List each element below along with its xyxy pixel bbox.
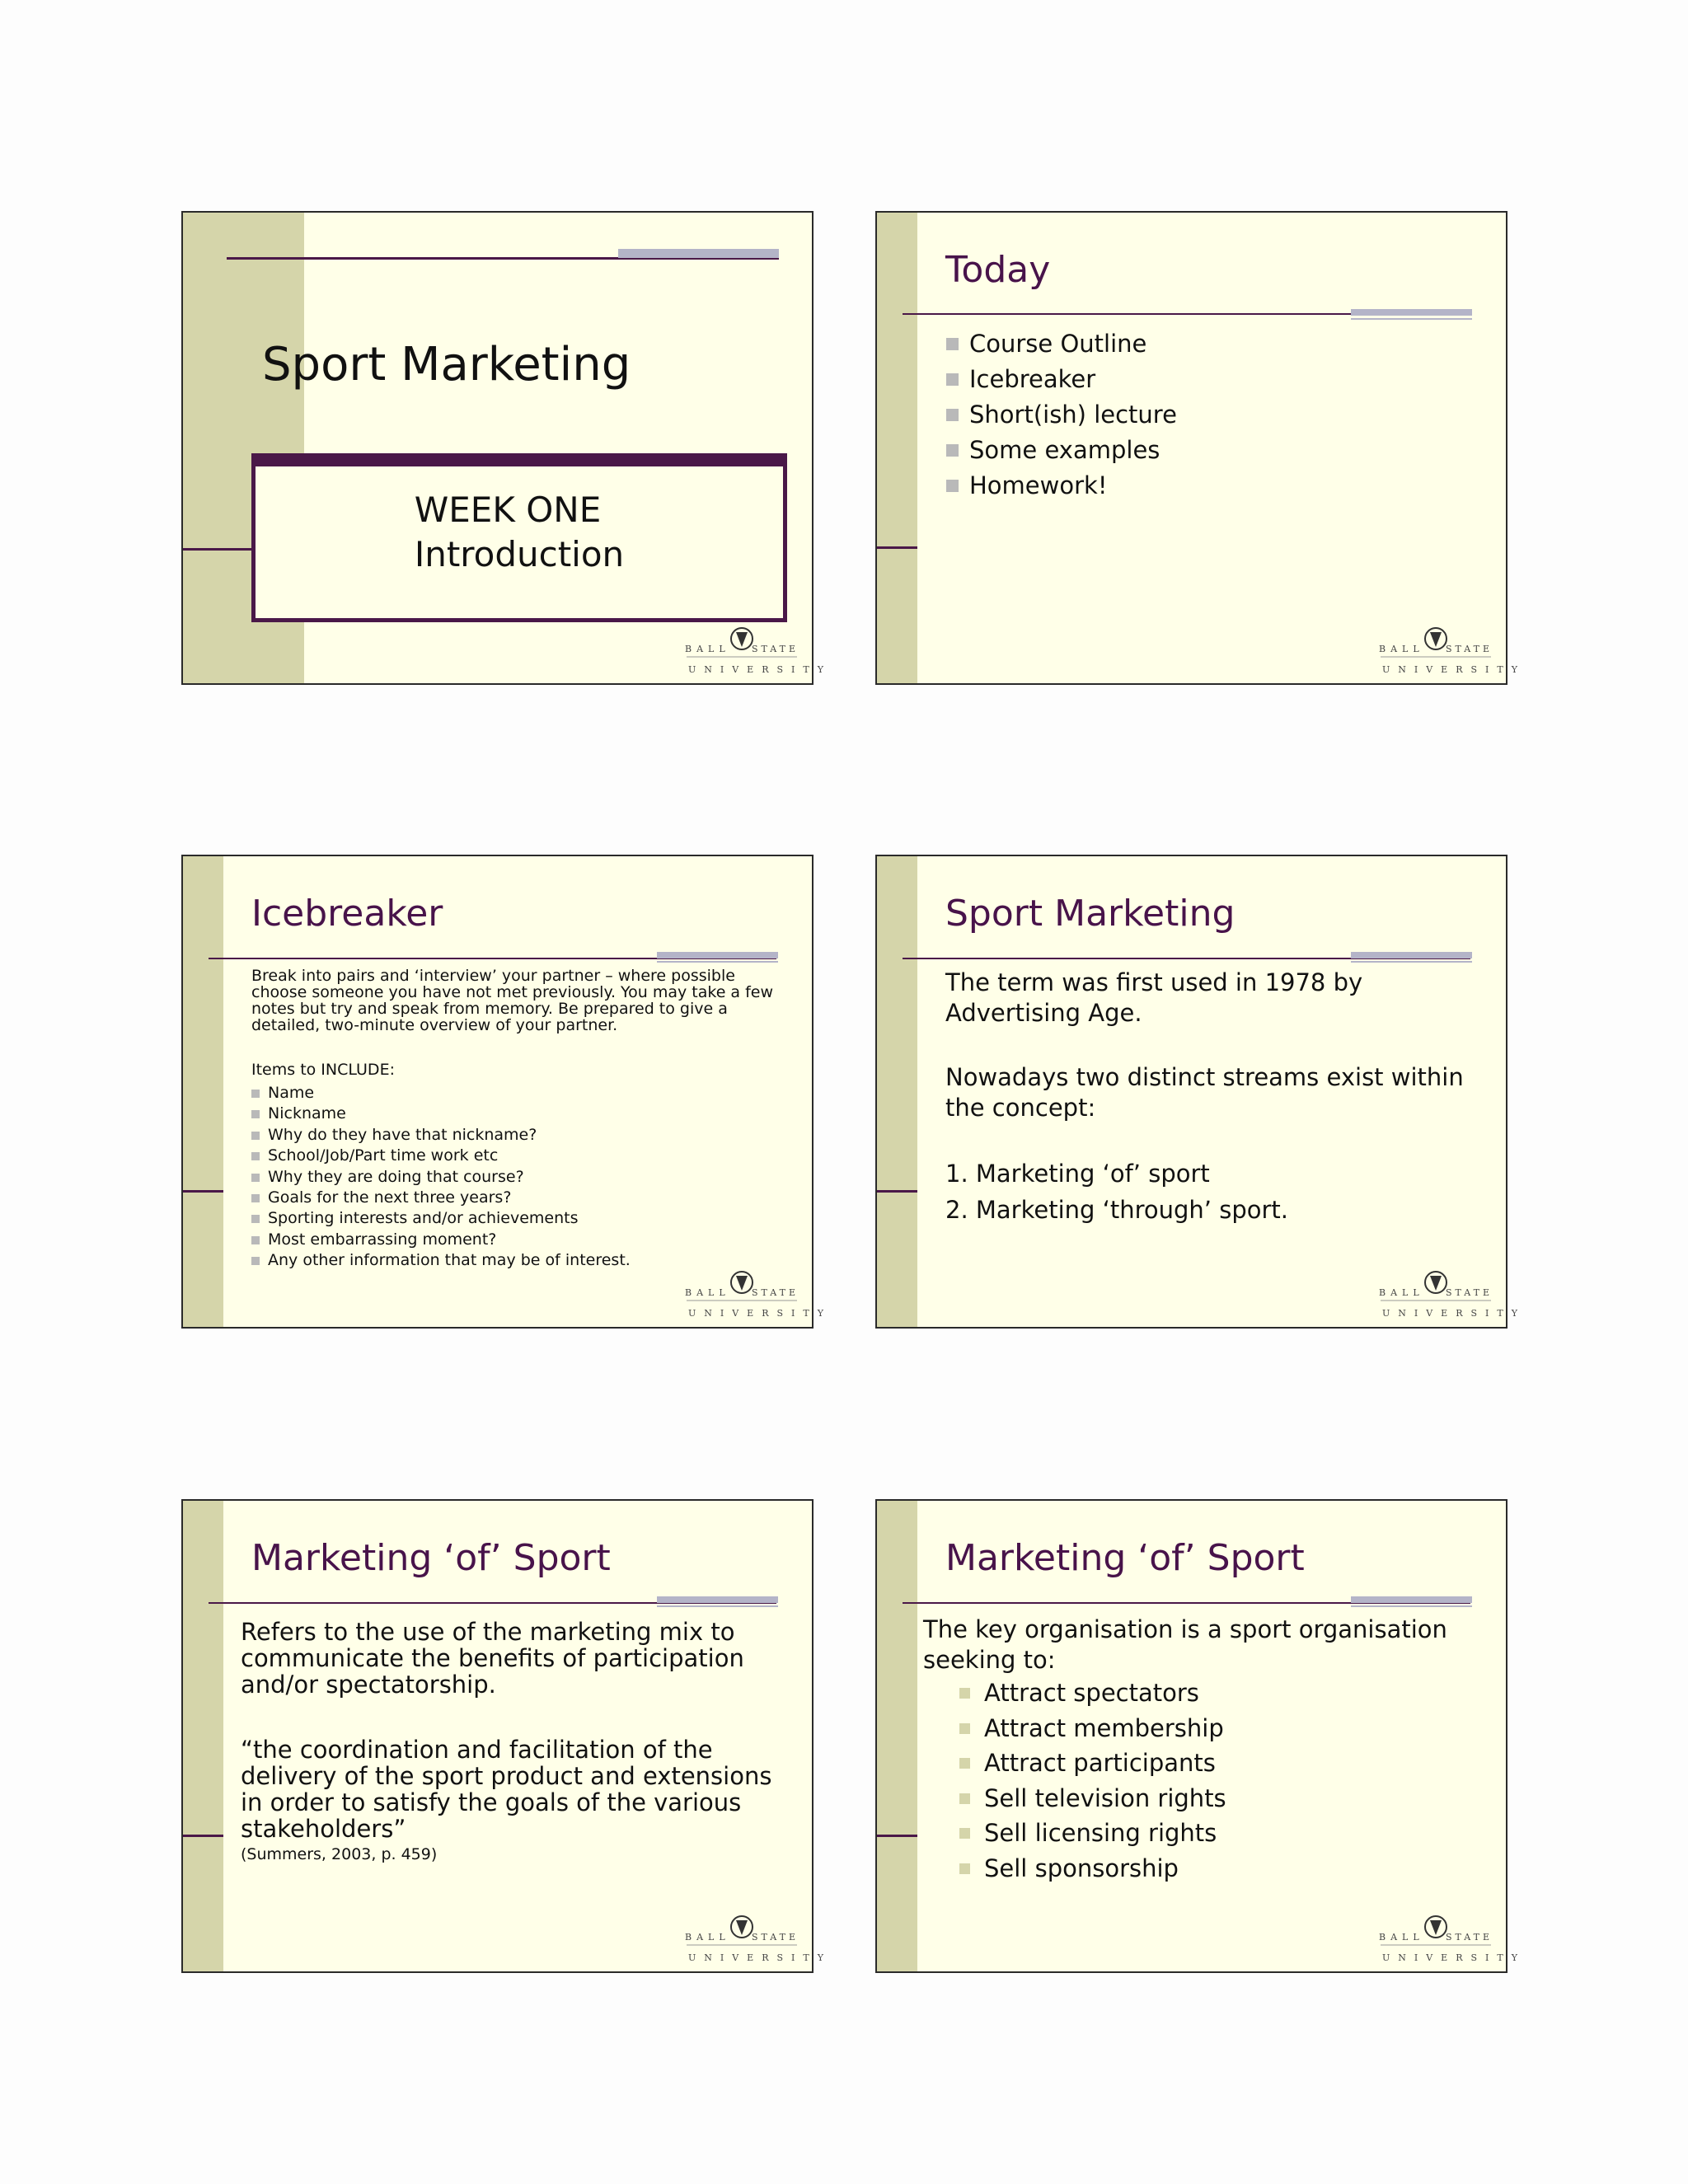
goals-list xyxy=(959,1675,1226,1886)
list-item: Sell sponsorship xyxy=(959,1851,1226,1886)
list-item: Icebreaker xyxy=(946,362,1177,397)
logo-text-ball: BALL xyxy=(685,1287,730,1298)
logo-text-university: UNIVERSITY xyxy=(1382,664,1526,675)
logo-text-university: UNIVERSITY xyxy=(1382,1308,1526,1319)
slide-marketing-of-sport-goals xyxy=(875,1499,1526,1973)
logo-text-university: UNIVERSITY xyxy=(1382,1952,1526,1963)
streams-list xyxy=(945,1155,1288,1228)
list-item: Nickname xyxy=(251,1104,631,1124)
logo-text-university: UNIVERSITY xyxy=(688,664,832,675)
list-item: Some examples xyxy=(946,433,1177,468)
sidebar-strip xyxy=(877,856,917,1327)
logo-text-ball: BALL xyxy=(1379,1287,1424,1298)
university-logo xyxy=(1379,1269,1526,1320)
slide-today xyxy=(875,211,1526,685)
logo-text-ball: BALL xyxy=(1379,1932,1424,1943)
citation: (Summers, 2003, p. 459) xyxy=(241,1845,438,1863)
list-item: School/Job/Part time work etc xyxy=(251,1146,631,1166)
paragraph-history: The term was first used in 1978 by Advertising Age. xyxy=(945,968,1363,1027)
sidebar-tick xyxy=(183,1190,223,1193)
slide-title: Marketing ‘of’ Sport xyxy=(251,1537,611,1579)
logo-text-state: STATE xyxy=(752,644,799,654)
items-list xyxy=(251,1083,631,1272)
logo-text-university: UNIVERSITY xyxy=(688,1308,832,1319)
list-item: Attract membership xyxy=(959,1711,1226,1746)
agenda-list xyxy=(946,326,1177,504)
list-item: Homework! xyxy=(946,468,1177,504)
logo-text-state: STATE xyxy=(752,1932,799,1943)
logo-text-state: STATE xyxy=(752,1287,799,1298)
sidebar-tick xyxy=(877,1190,917,1193)
slide-title xyxy=(181,211,832,685)
rule-accent xyxy=(1351,309,1472,316)
instructions-text: Break into pairs and ‘interview’ your partner – where possible choose someone you have not met previously. You may take a few notes but try and speak from memory. Be prepared to give a detailed, two-minute overview of your partner. xyxy=(251,967,774,1034)
sidebar-strip xyxy=(877,1501,917,1971)
list-item: Most embarrassing moment? xyxy=(251,1230,631,1250)
sidebar-tick xyxy=(183,548,251,551)
slide-marketing-of-sport-definition xyxy=(181,1499,832,1973)
logo-text-university: UNIVERSITY xyxy=(688,1952,832,1963)
rule-accent xyxy=(618,249,779,258)
logo-text-ball: BALL xyxy=(685,644,730,654)
logo-text-ball: BALL xyxy=(1379,644,1424,654)
slide-title: Today xyxy=(945,249,1051,291)
sidebar-tick xyxy=(877,546,917,549)
logo-text-state: STATE xyxy=(1446,644,1493,654)
logo-text-state: STATE xyxy=(1446,1287,1493,1298)
slide-title: Marketing ‘of’ Sport xyxy=(945,1537,1305,1579)
slide-icebreaker xyxy=(181,855,832,1329)
list-item: Short(ish) lecture xyxy=(946,397,1177,433)
university-logo xyxy=(685,626,832,677)
list-item: Any other information that may be of interest. xyxy=(251,1250,631,1271)
deck-title: Sport Marketing xyxy=(262,338,631,391)
quote-text: “the coordination and facilitation of the delivery of the sport product and extensions in order to satisfy the goals of the various stakeholders” xyxy=(241,1736,772,1843)
list-item: Sell television rights xyxy=(959,1781,1226,1816)
list-item: 2. Marketing ‘through’ sport. xyxy=(945,1196,1289,1224)
list-item: Why do they have that nickname? xyxy=(251,1125,631,1146)
list-item: Goals for the next three years? xyxy=(251,1188,631,1208)
rule-accent xyxy=(1351,952,1472,958)
list-item: Name xyxy=(251,1083,631,1104)
items-heading: Items to INCLUDE: xyxy=(251,1061,395,1079)
paragraph-streams: Nowadays two distinct streams exist within the concept: xyxy=(945,1063,1464,1122)
slide-sport-marketing xyxy=(875,855,1526,1329)
rule-accent xyxy=(657,1596,778,1603)
university-logo xyxy=(685,1269,832,1320)
slide-title: Icebreaker xyxy=(251,893,443,935)
subtitle-box xyxy=(251,453,787,622)
university-logo xyxy=(685,1914,832,1965)
list-item: Sell licensing rights xyxy=(959,1816,1226,1851)
paragraph-intro: The key organisation is a sport organisation seeking to: xyxy=(923,1615,1447,1674)
sidebar-tick xyxy=(877,1835,917,1837)
slide-title: Sport Marketing xyxy=(945,893,1236,935)
sidebar-strip xyxy=(183,1501,223,1971)
logo-text-ball: BALL xyxy=(685,1932,730,1943)
sidebar-strip xyxy=(877,213,917,683)
list-item: Course Outline xyxy=(946,326,1177,362)
list-item: Sporting interests and/or achievements xyxy=(251,1208,631,1229)
list-item: Attract spectators xyxy=(959,1675,1226,1711)
subtitle-line-1: WEEK ONE xyxy=(414,490,602,530)
logo-text-state: STATE xyxy=(1446,1932,1493,1943)
rule-accent xyxy=(657,952,778,958)
rule-accent xyxy=(1351,1596,1472,1603)
university-logo xyxy=(1379,626,1526,677)
subtitle-line-2: Introduction xyxy=(414,534,625,574)
list-item: 1. Marketing ‘of’ sport xyxy=(945,1160,1210,1188)
list-item: Why they are doing that course? xyxy=(251,1167,631,1188)
sidebar-strip xyxy=(183,856,223,1327)
university-logo xyxy=(1379,1914,1526,1965)
sidebar-tick xyxy=(183,1835,223,1837)
list-item: Attract participants xyxy=(959,1746,1226,1781)
paragraph-definition: Refers to the use of the marketing mix to communicate the benefits of participation and/or spectatorship. xyxy=(241,1618,744,1699)
